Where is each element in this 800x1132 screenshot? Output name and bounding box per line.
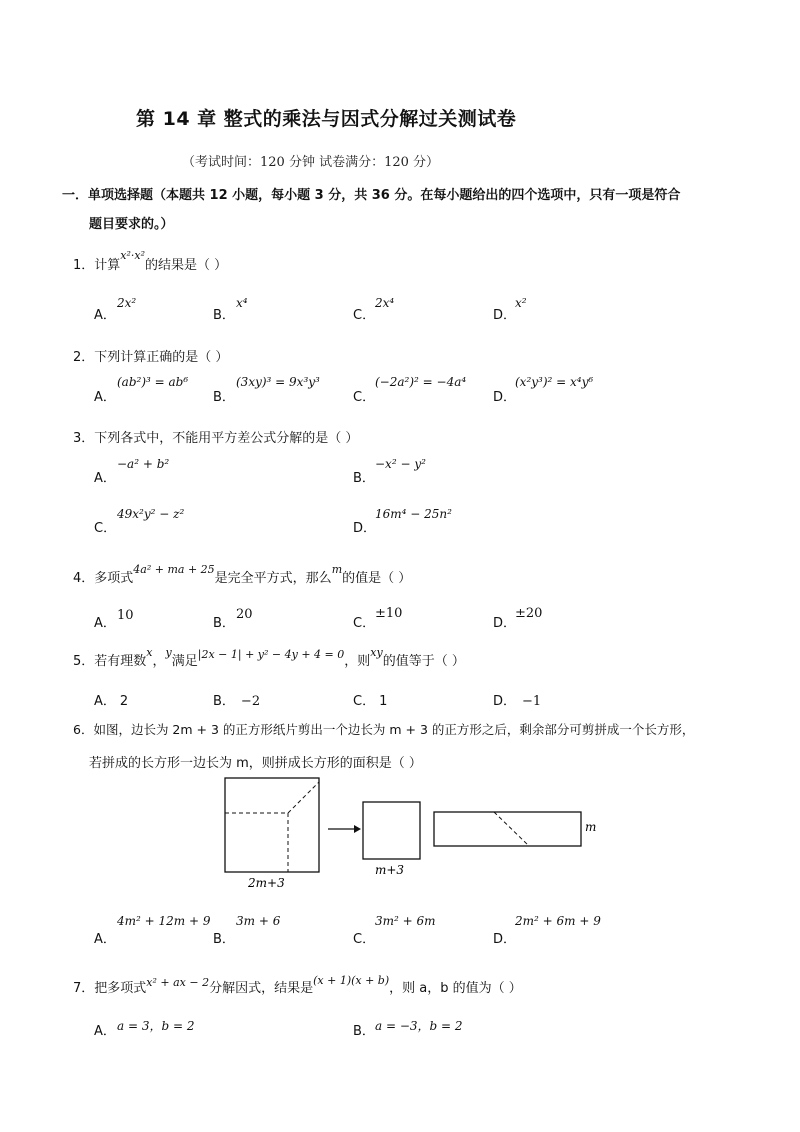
question-text: ，则 a，b 的值为（ ） [389, 981, 522, 996]
question-4 [73, 563, 412, 586]
q4-option-c-text: ±10 [375, 606, 403, 621]
q1-option-d-text: x² [515, 296, 527, 310]
q1-option-d[interactable] [493, 304, 516, 323]
q6-figure [220, 775, 597, 893]
question-number: 5． [73, 654, 95, 669]
option-letter: C． [353, 308, 376, 323]
option-letter: B． [213, 308, 235, 323]
q3-option-b-text: −x² − y² [375, 457, 426, 471]
question-number: 7． [73, 981, 95, 996]
option-letter: D． [493, 308, 517, 323]
option-letter: A． [94, 932, 116, 947]
q2-option-a[interactable] [94, 386, 116, 405]
option-letter: A． [94, 616, 116, 631]
math-expression: x²·x² [120, 249, 146, 262]
q5-option-a[interactable] [94, 690, 128, 709]
question-6-line1 [73, 720, 694, 738]
q2-option-d-text: (x²y³)² = x⁴y⁶ [515, 375, 594, 389]
q2-option-d[interactable] [493, 386, 516, 405]
math-expression: x² + ax − 2 [146, 976, 210, 989]
question-text: 多项式 [94, 571, 134, 586]
option-text: −2 [240, 694, 261, 709]
option-letter: A． [94, 308, 116, 323]
q5-option-b[interactable] [213, 690, 260, 709]
question-text: 下列计算正确的是（ ） [94, 350, 229, 365]
math-variable: x [146, 646, 153, 659]
q4-option-a-text: 10 [117, 608, 134, 623]
option-letter: A． [94, 1024, 116, 1039]
math-variable: xy [370, 646, 383, 659]
question-1 [73, 249, 228, 273]
small-square [363, 802, 420, 859]
question-number: 4． [73, 571, 95, 586]
q6-option-b-text: 3m + 6 [236, 914, 281, 928]
arrow-head-icon [354, 825, 361, 833]
q2-option-b[interactable] [213, 386, 235, 405]
q3-option-c-text: 49x²y² − z² [117, 507, 185, 521]
option-text: −1 [522, 694, 542, 709]
question-text: 的结果是（ ） [145, 258, 228, 273]
q4-option-a[interactable] [94, 612, 116, 631]
q4-option-d[interactable] [493, 612, 516, 631]
q1-option-a-text: 2x² [117, 296, 137, 310]
q6-option-d-text: 2m² + 6m + 9 [515, 914, 601, 928]
option-letter: B． [213, 932, 235, 947]
q6-option-b[interactable] [213, 928, 235, 947]
option-letter: B． [353, 471, 375, 486]
q1-option-c[interactable] [353, 304, 375, 323]
q6-option-a[interactable] [94, 928, 116, 947]
option-letter: D． [493, 932, 517, 947]
rectangle-dashed-seam [494, 812, 529, 846]
page-title: 第 14 章 整式的乘法与因式分解过关测试卷 [136, 108, 517, 130]
math-variable: y [165, 646, 172, 659]
q7-option-a[interactable] [94, 1020, 116, 1039]
q3-option-b[interactable] [353, 467, 375, 486]
question-number: 1． [73, 258, 95, 273]
question-text: 如图，边长为 2m + 3 的正方形纸片剪出一个边长为 m + 3 的正方形之后，剩余部分可剪拼成一个长方形， [93, 722, 695, 737]
q5-option-d[interactable] [493, 690, 541, 709]
option-letter: D． [493, 390, 517, 405]
option-letter: C． [353, 390, 376, 405]
question-text: 下列各式中，不能用平方差公式分解的是（ ） [94, 431, 359, 446]
q1-option-c-text: 2x⁴ [375, 296, 395, 310]
section-heading-line2: 题目要求的。） [89, 217, 174, 232]
option-letter: B． [213, 694, 235, 709]
option-letter: B． [353, 1024, 375, 1039]
question-text: 计算 [94, 258, 121, 273]
option-letter: A． [94, 694, 116, 709]
q2-option-a-text: (ab²)³ = ab⁶ [117, 375, 189, 389]
question-text: ， [152, 654, 166, 669]
question-text: 把多项式 [94, 981, 147, 996]
option-letter: D． [493, 616, 517, 631]
q1-option-b[interactable] [213, 304, 235, 323]
big-square [225, 778, 319, 872]
q3-option-c[interactable] [94, 517, 116, 536]
section-heading-line1: 一．单项选择题（本题共 12 小题，每小题 3 分，共 36 分。在每小题给出的四个选项中，只有一项是符合 [62, 188, 681, 203]
option-letter: C． [353, 694, 376, 709]
option-letter: A． [94, 471, 116, 486]
math-variable: m [331, 563, 343, 576]
figure-label-rectangle: m [585, 820, 597, 834]
q6-option-a-text: 4m² + 12m + 9 [117, 914, 211, 928]
option-letter: C． [353, 932, 376, 947]
question-2 [73, 346, 228, 365]
question-number: 6． [73, 722, 94, 737]
q1-option-a[interactable] [94, 304, 116, 323]
q2-option-c-text: (−2a²)² = −4a⁴ [375, 375, 467, 389]
question-text: ，则 [344, 654, 371, 669]
q1-option-b-text: x⁴ [236, 296, 248, 310]
math-expression: 4a² + ma + 25 [133, 563, 215, 576]
q5-option-c[interactable] [353, 690, 387, 709]
option-letter: B． [213, 390, 235, 405]
math-expression: |2x − 1| + y² − 4y + 4 = 0 [197, 648, 345, 661]
q6-option-c[interactable] [353, 928, 375, 947]
q7-option-a-text: a = 3，b = 2 [117, 1019, 195, 1033]
q6-option-d[interactable] [493, 928, 516, 947]
q7-option-b-text: a = −3，b = 2 [375, 1019, 463, 1033]
question-text: 满足 [171, 654, 198, 669]
question-5 [73, 646, 465, 669]
question-text: 若有理数 [94, 654, 147, 669]
option-letter: C． [353, 616, 376, 631]
q3-option-d-text: 16m⁴ − 25n² [375, 507, 452, 521]
result-rectangle [434, 812, 581, 846]
question-number: 2． [73, 350, 95, 365]
q4-option-b-text: 20 [236, 607, 253, 622]
q4-option-c[interactable] [353, 612, 375, 631]
option-letter: D． [493, 694, 517, 709]
option-text: 1 [379, 694, 388, 709]
question-text: 的值等于（ ） [382, 654, 465, 669]
figure-label-small-square: m+3 [375, 863, 405, 877]
page-subtitle: （考试时间：120 分钟 试卷满分：120 分） [182, 155, 440, 170]
option-letter: D． [353, 521, 377, 536]
question-text: 是完全平方式，那么 [214, 571, 332, 586]
option-letter: A． [94, 390, 116, 405]
q7-option-b[interactable] [353, 1020, 375, 1039]
question-text: 分解因式，结果是 [209, 981, 314, 996]
q2-option-c[interactable] [353, 386, 375, 405]
figure-label-big-square: 2m+3 [248, 876, 285, 890]
q4-option-d-text: ±20 [515, 606, 543, 621]
q6-option-c-text: 3m² + 6m [375, 914, 436, 928]
question-text: 的值是（ ） [342, 571, 412, 586]
q4-option-b[interactable] [213, 612, 235, 631]
question-3 [73, 427, 358, 446]
q3-option-a[interactable] [94, 467, 116, 486]
question-6-line2: 若拼成的长方形一边长为 m，则拼成长方形的面积是（ ） [89, 756, 422, 771]
math-expression: (x + 1)(x + b) [313, 974, 390, 987]
question-number: 3． [73, 431, 95, 446]
option-letter: B． [213, 616, 235, 631]
q3-option-d[interactable] [353, 517, 376, 536]
q3-option-a-text: −a² + b² [117, 457, 170, 471]
question-7 [73, 974, 522, 996]
q2-option-b-text: (3xy)³ = 9x³y³ [236, 375, 320, 389]
cut-line-diagonal [288, 782, 319, 813]
option-text: 2 [119, 694, 129, 709]
option-letter: C． [94, 521, 117, 536]
